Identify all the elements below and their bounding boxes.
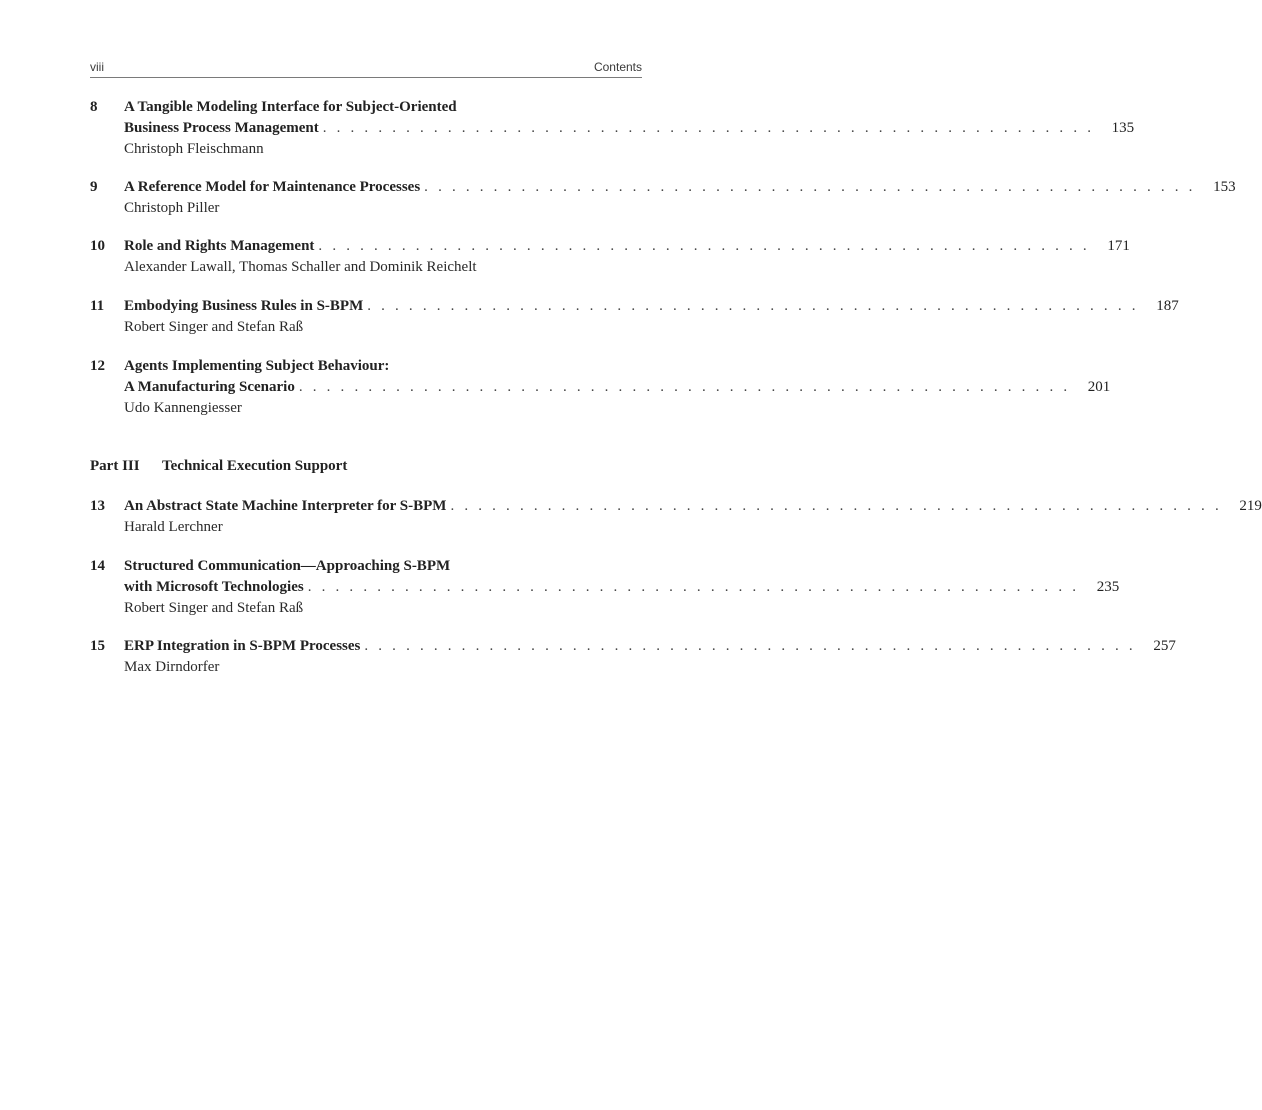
chapter-authors: Christoph Fleischmann bbox=[124, 141, 264, 157]
dot-leader: . . . . . . . . . . . . . . . . . . . . . . . . . . . . . . . . . . . . . . . . . . . . . . . . . . . . . . . . bbox=[318, 238, 1090, 254]
chapter-title: Embodying Business Rules in S-BPM bbox=[124, 298, 364, 314]
page-number: 235 bbox=[1096, 579, 1120, 595]
chapter-authors: Udo Kannengiesser bbox=[124, 400, 242, 416]
chapter-authors: Robert Singer and Stefan Raß bbox=[124, 319, 304, 335]
dot-leader: . . . . . . . . . . . . . . . . . . . . . . . . . . . . . . . . . . . . . . . . . . . . . . . . . . . . . . . . bbox=[450, 498, 1222, 514]
part-heading[interactable] bbox=[90, 458, 347, 475]
running-head-section: Contents bbox=[593, 60, 642, 74]
chapter-title: A Reference Model for Maintenance Processes bbox=[124, 179, 421, 195]
chapter-number: 9 bbox=[90, 179, 98, 195]
page-number: 135 bbox=[1111, 120, 1135, 136]
chapter-authors: Harald Lerchner bbox=[124, 519, 223, 535]
page-number: 171 bbox=[1107, 238, 1130, 254]
header-rule bbox=[90, 77, 642, 78]
page-number: 257 bbox=[1153, 638, 1176, 654]
chapter-authors: Max Dirndorfer bbox=[124, 659, 220, 675]
chapter-number: 8 bbox=[90, 99, 98, 115]
page-number: 187 bbox=[1156, 298, 1179, 314]
chapter-number: 11 bbox=[90, 298, 105, 314]
dot-leader: . . . . . . . . . . . . . . . . . . . . . . . . . . . . . . . . . . . . . . . . . . . . . . . . . . . . . . . . bbox=[298, 379, 1071, 395]
chapter-number: 15 bbox=[90, 638, 105, 654]
chapter-title: Business Process Management bbox=[124, 120, 319, 136]
dot-leader: . . . . . . . . . . . . . . . . . . . . . . . . . . . . . . . . . . . . . . . . . . . . . . . . . . . . . . . . bbox=[424, 179, 1196, 195]
chapter-number: 14 bbox=[90, 558, 105, 574]
chapter-title: Agents Implementing Subject Behaviour: bbox=[124, 358, 390, 374]
chapter-authors: Robert Singer and Stefan Raß bbox=[124, 600, 304, 616]
chapter-title: A Manufacturing Scenario bbox=[124, 379, 295, 395]
chapter-title: A Tangible Modeling Interface for Subject-Oriented bbox=[124, 99, 457, 115]
chapter-title: Role and Rights Management bbox=[124, 238, 315, 254]
chapter-title: ERP Integration in S-BPM Processes bbox=[124, 638, 361, 654]
page-folio: viii bbox=[90, 60, 104, 74]
chapter-number: 12 bbox=[90, 358, 105, 374]
page-number: 219 bbox=[1239, 498, 1262, 514]
chapter-authors: Christoph Piller bbox=[124, 200, 220, 216]
page-number: 201 bbox=[1087, 379, 1111, 395]
page-number: 153 bbox=[1213, 179, 1236, 195]
dot-leader: . . . . . . . . . . . . . . . . . . . . . . . . . . . . . . . . . . . . . . . . . . . . . . . . . . . . . . . . bbox=[307, 579, 1080, 595]
chapter-title: with Microsoft Technologies bbox=[124, 579, 304, 595]
chapter-title: An Abstract State Machine Interpreter for S-BPM bbox=[124, 498, 447, 514]
part-label: Part III bbox=[90, 458, 140, 474]
chapter-number: 13 bbox=[90, 498, 105, 514]
dot-leader: . . . . . . . . . . . . . . . . . . . . . . . . . . . . . . . . . . . . . . . . . . . . . . . . . . . . . . . . bbox=[364, 638, 1136, 654]
dot-leader: . . . . . . . . . . . . . . . . . . . . . . . . . . . . . . . . . . . . . . . . . . . . . . . . . . . . . . . . bbox=[322, 120, 1095, 136]
chapter-title: Structured Communication—Approaching S-BPM bbox=[124, 558, 451, 574]
chapter-authors: Alexander Lawall, Thomas Schaller and Dominik Reichelt bbox=[124, 259, 477, 275]
part-title: Technical Execution Support bbox=[162, 458, 348, 474]
dot-leader: . . . . . . . . . . . . . . . . . . . . . . . . . . . . . . . . . . . . . . . . . . . . . . . . . . . . . . . . bbox=[367, 298, 1139, 314]
chapter-number: 10 bbox=[90, 238, 105, 254]
